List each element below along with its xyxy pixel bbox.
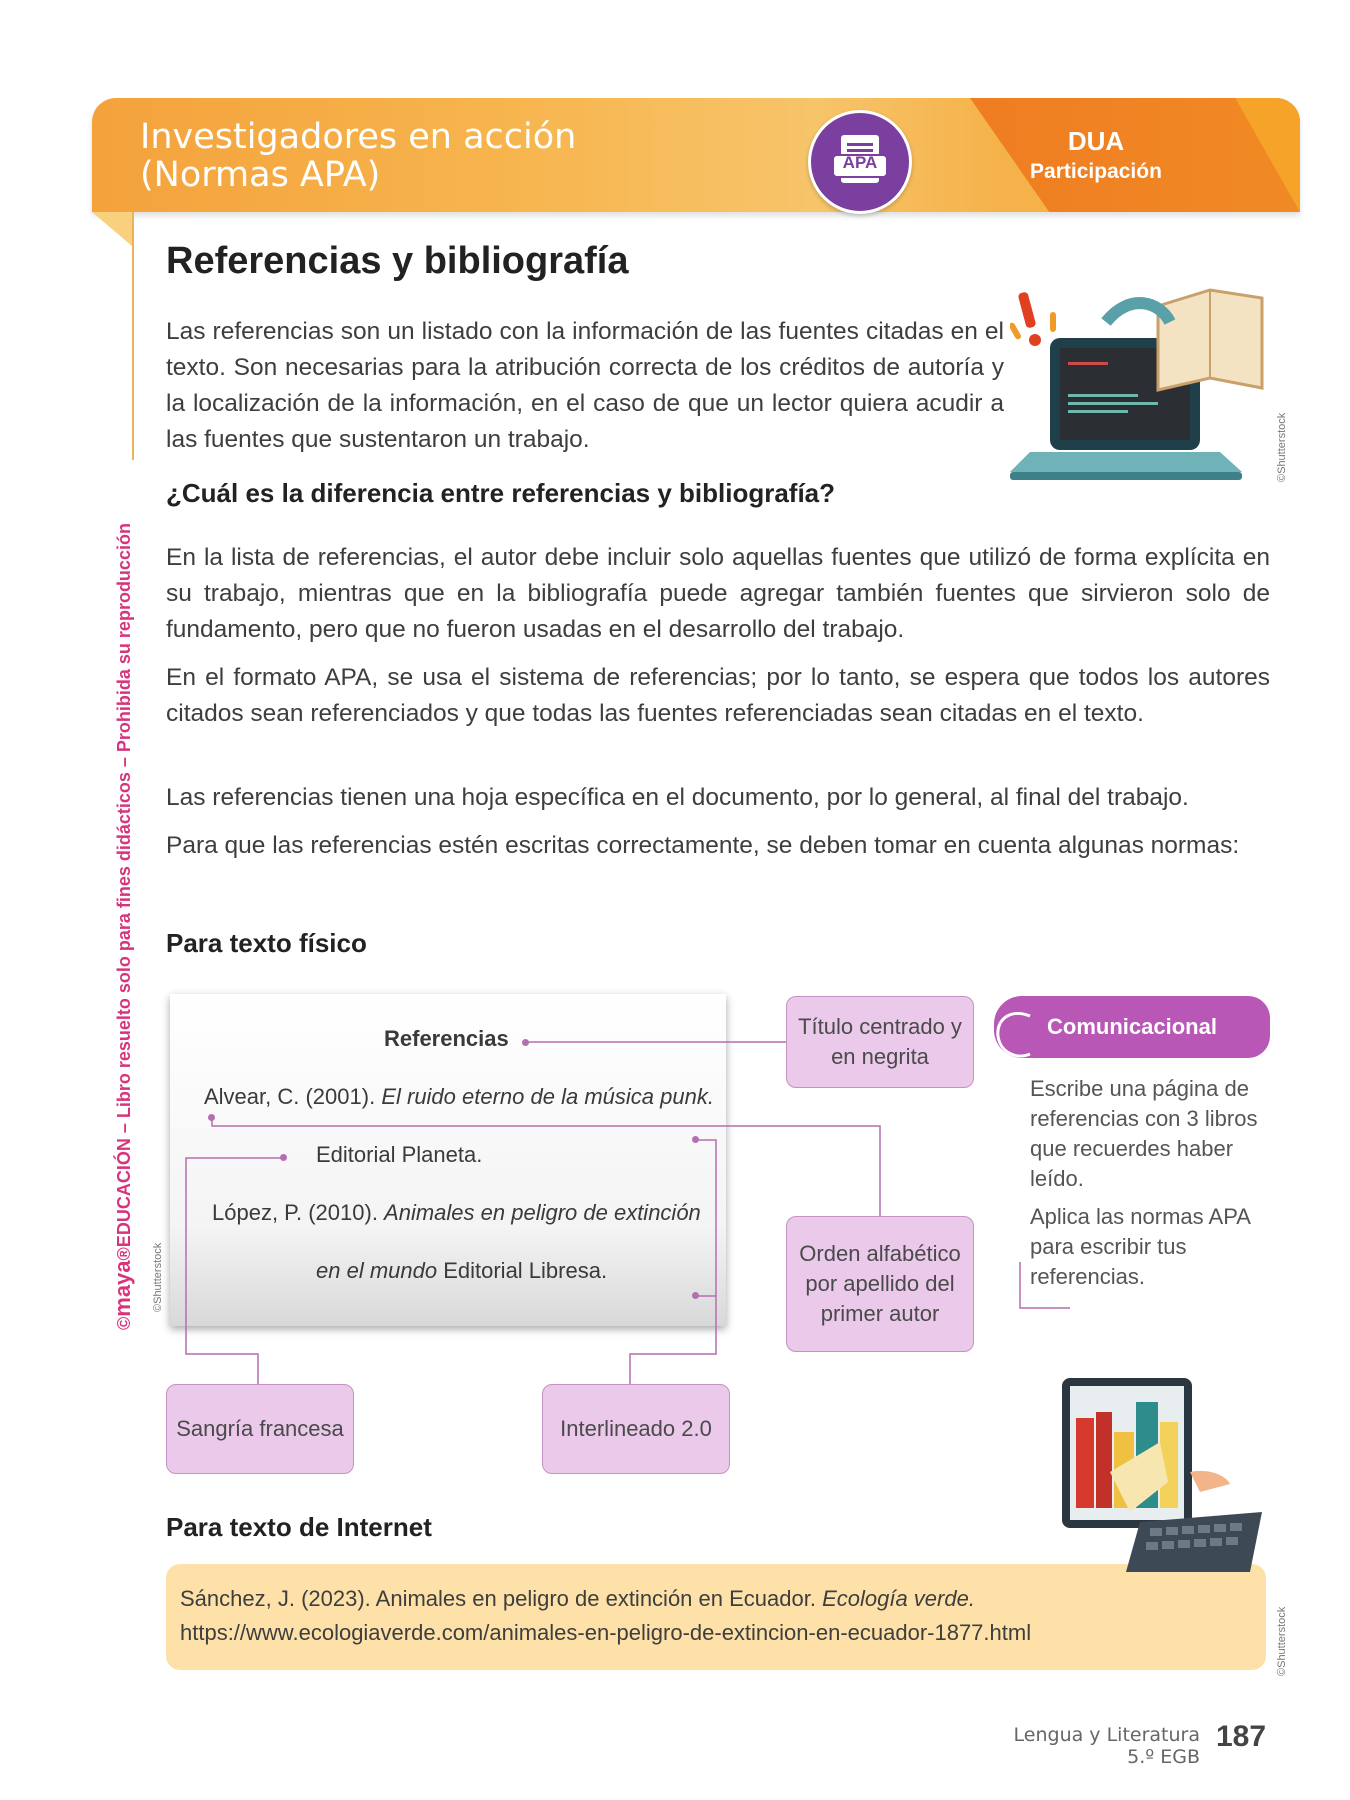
internet-heading: Para texto de Internet bbox=[166, 1512, 432, 1542]
internet-reference-text: Sánchez, J. (2023). Animales en peligro de extinción en Ecuador. bbox=[180, 1586, 823, 1611]
paragraph-3: Las referencias tienen una hoja específica en el documento, por lo general, al final del trabajo. bbox=[166, 784, 1189, 811]
reference-2-publisher: Editorial Libresa. bbox=[437, 1258, 608, 1283]
image-credit: ©Shutterstock bbox=[1276, 412, 1288, 482]
question-heading: ¿Cuál es la diferencia entre referencias y bibliografía? bbox=[166, 478, 836, 508]
reference-1-title: El ruido eterno de la música punk. bbox=[381, 1084, 714, 1109]
footer-grade: 5.º EGB bbox=[1127, 1746, 1200, 1768]
dua-subtitle: Participación bbox=[1030, 160, 1162, 183]
image-credit: ©Shutterstock bbox=[152, 1242, 164, 1312]
comunicacional-title: Comunicacional bbox=[1047, 1014, 1217, 1039]
side-notice: EDUCACIÓN – Libro resuelto solo para fines didácticos – Prohibida su reproducción bbox=[114, 523, 134, 1248]
connector-dot bbox=[522, 1039, 529, 1046]
card-title: Referencias bbox=[384, 1026, 509, 1051]
reference-2-author: López, P. (2010). bbox=[212, 1200, 385, 1225]
brand-logo-text: maya bbox=[110, 1260, 135, 1317]
intro-paragraph: Las referencias son un listado con la información de las fuentes citadas en el texto. Son necesarias para la atribución correcta de los créditos de autoría y la localización de la información, en el caso de que un lector quiera acudir a las fuentes que sustentaron un trabajo. bbox=[166, 318, 1004, 453]
apa-badge-label: APA bbox=[842, 153, 878, 172]
paragraph-2: En el formato APA, se usa el sistema de referencias; por lo tanto, se espera que todos los autores citados sean referenciados y que todas las fuentes referenciadas sean citadas en el texto. bbox=[166, 664, 1270, 727]
internet-reference-source: Ecología verde. bbox=[822, 1586, 975, 1611]
label-hanging-indent: Sangría francesa bbox=[166, 1384, 354, 1474]
section-title: Referencias y bibliografía bbox=[166, 240, 629, 282]
internet-reference-line1 bbox=[180, 1586, 975, 1612]
dua-title: DUA bbox=[1067, 126, 1125, 156]
physical-heading: Para texto físico bbox=[166, 928, 367, 958]
internet-reference-url: https://www.ecologiaverde.com/animales-en-peligro-de-extincion-en-ecuador-1877.html bbox=[180, 1620, 1032, 1645]
banner-title-line1: Investigadores en acción bbox=[140, 117, 577, 157]
comunicacional-paragraph-1: Escribe una página de referencias con 3 libros que recuerdes haber leído. bbox=[1030, 1076, 1258, 1191]
comunicacional-paragraph-2: Aplica las normas APA para escribir tus referencias. bbox=[1030, 1204, 1250, 1289]
page-number: 187 bbox=[1216, 1720, 1267, 1753]
reference-2-title: Animales en peligro de extinción bbox=[384, 1200, 701, 1225]
comunicacional-text bbox=[1030, 1074, 1270, 1300]
internet-reference-box bbox=[166, 1564, 1266, 1670]
monitor-books-illustration bbox=[1050, 1372, 1270, 1572]
connector-dot bbox=[280, 1154, 287, 1161]
image-credit: ©Shutterstock bbox=[1276, 1606, 1288, 1676]
copyright-symbol: © bbox=[114, 1316, 134, 1330]
reference-2-title-cont: en el mundo bbox=[316, 1258, 438, 1283]
paragraph-4: Para que las referencias estén escritas correctamente, se deben tomar en cuenta algunas normas: bbox=[166, 832, 1240, 859]
banner-title-line2: (Normas APA) bbox=[140, 155, 381, 195]
registered-symbol: ® bbox=[114, 1247, 134, 1261]
connector-dot bbox=[208, 1114, 215, 1121]
connector-dot bbox=[692, 1292, 699, 1299]
reference-1-author: Alvear, C. (2001). bbox=[204, 1084, 382, 1109]
label-alphabetical-order: Orden alfabético por apellido del primer autor bbox=[786, 1216, 974, 1352]
label-title-centered: Título centrado y en negrita bbox=[786, 996, 974, 1088]
footer-subject bbox=[1014, 1724, 1200, 1768]
reference-1-publisher: Editorial Planeta. bbox=[316, 1142, 483, 1167]
paragraph-1: En la lista de referencias, el autor debe incluir solo aquellas fuentes que utilizó de forma explícita en su trabajo, mientras que en la bibliografía puede agregar también fuentes que sirvieron solo de fundamento, pero que no fueron usadas en el desarrollo del trabajo. bbox=[166, 544, 1270, 643]
label-line-spacing: Interlineado 2.0 bbox=[542, 1384, 730, 1474]
c-letter-icon bbox=[990, 1004, 1036, 1073]
connector-dot bbox=[692, 1136, 699, 1143]
footer-subject-name: Lengua y Literatura bbox=[1013, 1724, 1200, 1746]
